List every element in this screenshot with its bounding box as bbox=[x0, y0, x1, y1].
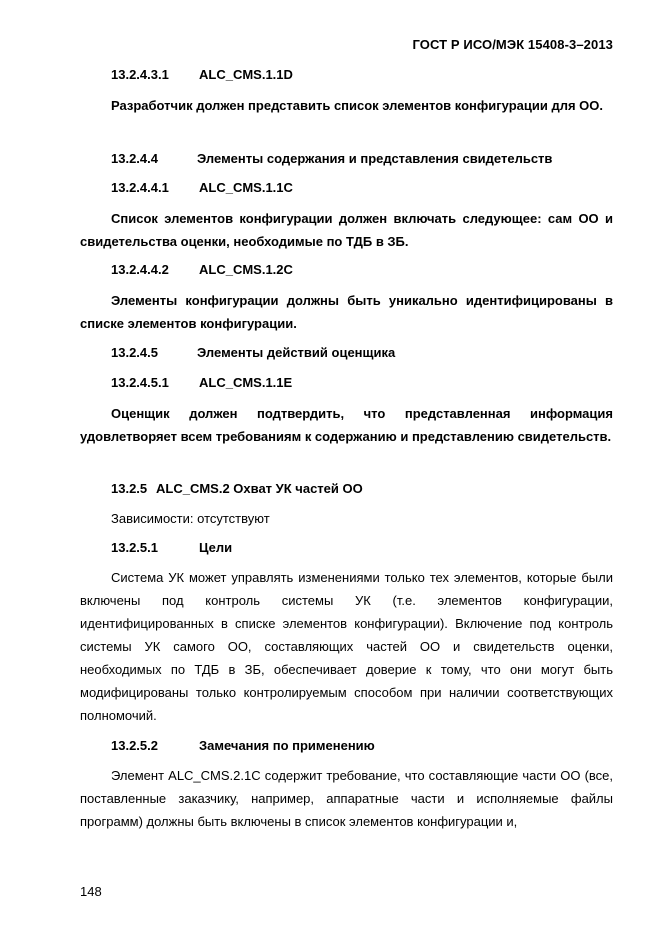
section-heading bbox=[111, 345, 611, 360]
section-title: ALC_CMS.1.1D bbox=[199, 67, 293, 82]
section-heading bbox=[111, 180, 611, 195]
paragraph: Элемент ALC_CMS.2.1C содержит требование, что составляющие части ОО (все, поставленные заказчику, например, аппаратные части и исполняемые файлы программ) должны быть включены в список элементов конфигурации и, bbox=[80, 768, 613, 829]
section-number: 13.2.5.1 bbox=[111, 540, 158, 555]
section-heading bbox=[111, 262, 611, 277]
paragraph: Элементы конфигурации должны быть уникально идентифицированы в списке элементов конфигурации. bbox=[80, 293, 613, 331]
section-title: ALC_CMS.1.1E bbox=[199, 375, 293, 390]
section-heading bbox=[111, 67, 611, 82]
paragraph: Оценщик должен подтвердить, что представленная информация удовлетворяет всем требованиям к содержанию и представлению свидетельств. bbox=[80, 406, 613, 444]
paragraph: Список элементов конфигурации должен включать следующее: сам ОО и свидетельства оценки, необходимые по ТДБ в ЗБ. bbox=[80, 211, 613, 249]
section-title: ALC_CMS.1.1C bbox=[199, 180, 293, 195]
section-title: ALC_CMS.2 Охват УК частей ОО bbox=[156, 481, 363, 496]
section-title: Цели bbox=[199, 540, 233, 555]
section-heading bbox=[111, 375, 611, 390]
section-heading bbox=[111, 151, 621, 166]
section-heading bbox=[111, 738, 611, 753]
paragraph: Разработчик должен представить список элементов конфигурации для ОО. bbox=[111, 98, 604, 113]
section-number: 13.2.4.5 bbox=[111, 345, 158, 360]
section-number: 13.2.4.4.2 bbox=[111, 262, 169, 277]
standard-header: ГОСТ Р ИСО/МЭК 15408-3–2013 bbox=[412, 37, 613, 52]
section-number: 13.2.5.2 bbox=[111, 738, 158, 753]
section-number: 13.2.4.5.1 bbox=[111, 375, 169, 390]
section-title: ALC_CMS.1.2C bbox=[199, 262, 293, 277]
section-number: 13.2.5 bbox=[111, 481, 148, 496]
section-title: Элементы содержания и представления свидетельств bbox=[197, 151, 553, 166]
page-number: 148 bbox=[80, 884, 102, 899]
section-heading bbox=[111, 481, 611, 496]
section-heading bbox=[111, 540, 611, 555]
paragraph: Система УК может управлять изменениями только тех элементов, которые были включены под контроль системы УК (т.е. элементов конфигурации, идентифицированных в списке элементов конфигурации). Включение под контроль системы УК самого ОО, составляющих частей ОО и свидетельств оценки, необходимых по ТДБ в ЗБ, обеспечивает доверие к тому, что они могут быть модифицированы только контролируемым способом при наличии соответствующих полномочий. bbox=[80, 570, 613, 723]
section-number: 13.2.4.4.1 bbox=[111, 180, 169, 195]
section-number: 13.2.4.4 bbox=[111, 151, 158, 166]
section-number: 13.2.4.3.1 bbox=[111, 67, 169, 82]
section-title: Элементы действий оценщика bbox=[197, 345, 396, 360]
section-title: Замечания по применению bbox=[199, 738, 375, 753]
dependencies-line: Зависимости: отсутствуют bbox=[111, 511, 270, 526]
